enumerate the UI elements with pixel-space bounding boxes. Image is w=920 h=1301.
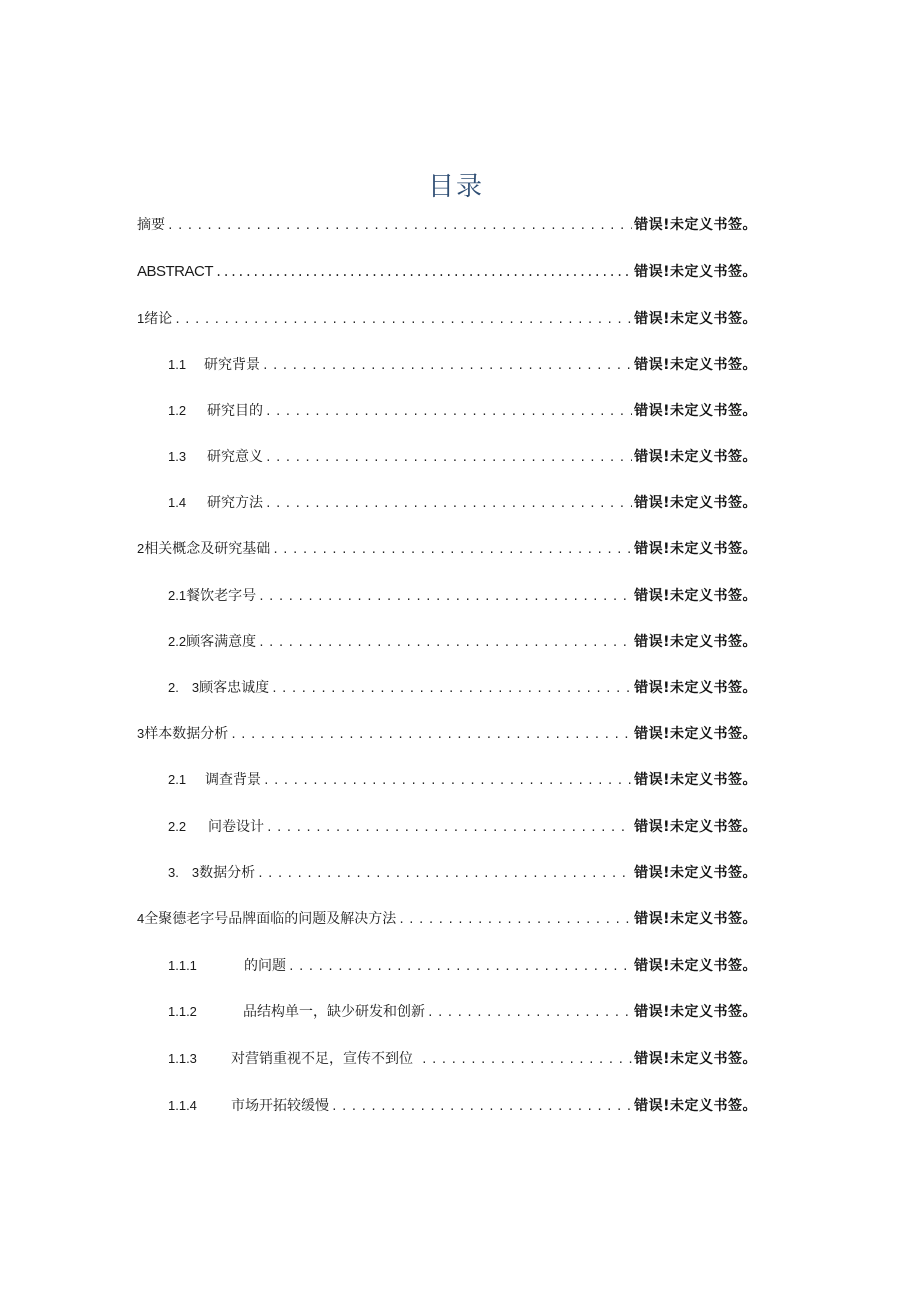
toc-entry-label: 餐饮老字号	[186, 588, 257, 604]
toc-leader-dots	[271, 682, 632, 695]
toc-page-ref: 错误!未定义书签。	[634, 403, 757, 419]
toc-entry-number: 1	[137, 311, 145, 326]
toc-leader-dots	[262, 359, 632, 372]
toc-page-ref: 错误!未定义书签。	[634, 958, 757, 974]
toc-entry-label: 研究方法	[207, 495, 263, 511]
toc-entry-label: 品结构单一，缺少研发和创新	[243, 1004, 425, 1020]
toc-leader-dots	[167, 219, 632, 232]
toc-entry-number: 1.2	[168, 403, 187, 418]
toc-leader-dots	[265, 497, 632, 510]
toc-page-ref: 错误!未定义书签。	[634, 357, 757, 373]
toc-entry-number: 3. 3	[168, 865, 200, 880]
toc-entry-number: 1.1.4	[168, 1098, 197, 1113]
toc-entry-1-2[interactable]	[168, 400, 757, 422]
toc-leader-dots	[266, 821, 632, 834]
toc-entry-label: 调查背景	[205, 772, 261, 788]
toc-page-ref: 错误!未定义书签。	[634, 865, 757, 881]
toc-entry-1-1-2[interactable]	[168, 1001, 757, 1023]
toc-entry-2-2[interactable]	[168, 631, 757, 653]
toc-entry-label: 研究目的	[207, 403, 263, 419]
toc-title: 目录	[427, 172, 484, 202]
toc-entry-label: 问卷设计	[208, 819, 264, 835]
toc-entry-number: 2.2	[168, 634, 187, 649]
toc-leader-dots	[257, 867, 632, 880]
toc-page-ref: 错误!未定义书签。	[634, 1004, 757, 1020]
toc-leader-dots	[215, 265, 632, 279]
toc-entry-1-4[interactable]	[168, 492, 757, 514]
toc-entry-label: 顾客满意度	[186, 634, 257, 650]
toc-entry-number: 1.1.3	[168, 1051, 197, 1066]
toc-page-ref: 错误!未定义书签。	[634, 541, 757, 557]
toc-entry-chapter-1[interactable]	[137, 308, 757, 330]
toc-entry-1-1-1[interactable]	[168, 955, 757, 977]
toc-entry-number: 2.1	[168, 772, 187, 787]
toc-entry-label: 顾客忠诚度	[199, 680, 270, 696]
toc-page-ref: 错误!未定义书签。	[634, 911, 757, 927]
toc-entry-label: 研究背景	[204, 357, 260, 373]
toc-entry-label: 绪论	[144, 311, 173, 327]
toc-entry-abstract-cn[interactable]	[137, 214, 757, 236]
toc-entry-number: 1.1.2	[168, 1004, 197, 1019]
toc-entry-number: 2	[137, 541, 145, 556]
toc-leader-dots	[288, 960, 632, 973]
toc-entry-3-2[interactable]	[168, 816, 757, 838]
toc-page-ref: 错误!未定义书签。	[634, 449, 757, 465]
toc-entry-number: 1.1.1	[168, 958, 197, 973]
toc-entry-label: 全聚德老字号品牌面临的问题及解决方法	[144, 911, 397, 927]
toc-entry-1-1[interactable]	[168, 354, 757, 376]
toc-page-ref: 错误!未定义书签。	[634, 726, 757, 742]
toc-leader-dots	[174, 313, 632, 326]
toc-leader-dots	[331, 1100, 632, 1113]
toc-page-ref: 错误!未定义书签。	[634, 819, 757, 835]
toc-entry-label: 的问题	[244, 958, 286, 974]
toc-entry-abstract-en[interactable]	[137, 261, 757, 283]
toc-page-ref: 错误!未定义书签。	[634, 311, 757, 327]
toc-leader-dots	[265, 405, 632, 418]
toc-leader-dots	[272, 543, 632, 556]
toc-entry-1-1-3[interactable]	[168, 1048, 757, 1070]
toc-entry-label: 相关概念及研究基础	[144, 541, 271, 557]
toc-entry-label: 样本数据分析	[144, 726, 229, 742]
toc-entry-number: 3	[137, 726, 145, 741]
toc-page-ref: 错误!未定义书签。	[634, 588, 757, 604]
toc-entry-2-3[interactable]	[168, 677, 757, 699]
toc-entry-number: 2. 3	[168, 680, 200, 695]
toc-entry-number: 2.1	[168, 588, 187, 603]
toc-entry-label: 研究意义	[207, 449, 263, 465]
toc-leader-dots	[421, 1053, 632, 1066]
toc-page-ref: 错误!未定义书签。	[634, 264, 757, 280]
toc-leader-dots	[427, 1006, 632, 1019]
toc-leader-dots	[230, 728, 632, 741]
toc-entry-1-3[interactable]	[168, 446, 757, 468]
toc-page-ref: 错误!未定义书签。	[634, 634, 757, 650]
toc-entry-1-1-4[interactable]	[168, 1095, 757, 1117]
toc-entry-label: ABSTRACT	[137, 263, 214, 280]
toc-page-ref: 错误!未定义书签。	[634, 680, 757, 696]
toc-page-ref: 错误!未定义书签。	[634, 1051, 757, 1067]
toc-entry-3-1[interactable]	[168, 769, 757, 791]
toc-entry-3-3[interactable]	[168, 862, 757, 884]
toc-entry-chapter-2[interactable]	[137, 538, 757, 560]
toc-leader-dots	[258, 636, 632, 649]
toc-entry-label: 摘要	[137, 217, 165, 233]
toc-entry-number: 1.1	[168, 357, 187, 372]
toc-entry-chapter-4[interactable]	[137, 908, 757, 930]
toc-page-ref: 错误!未定义书签。	[634, 772, 757, 788]
toc-page-ref: 错误!未定义书签。	[634, 217, 757, 233]
toc-entry-number: 1.3	[168, 449, 187, 464]
toc-entry-label: 对营销重视不足，宣传不到位	[231, 1051, 413, 1067]
toc-entry-label: 数据分析	[199, 865, 256, 881]
toc-leader-dots	[398, 913, 632, 926]
toc-page-ref: 错误!未定义书签。	[634, 1098, 757, 1114]
toc-leader-dots	[258, 590, 632, 603]
toc-entry-label: 市场开拓较缓慢	[231, 1098, 329, 1114]
toc-entry-number: 1.4	[168, 495, 187, 510]
toc-entry-chapter-3[interactable]	[137, 723, 757, 745]
toc-page-ref: 错误!未定义书签。	[634, 495, 757, 511]
toc-leader-dots	[265, 451, 632, 464]
toc-entry-number: 2.2	[168, 819, 187, 834]
toc-leader-dots	[263, 774, 632, 787]
toc-entry-number: 4	[137, 911, 145, 926]
toc-entry-2-1[interactable]	[168, 585, 757, 607]
